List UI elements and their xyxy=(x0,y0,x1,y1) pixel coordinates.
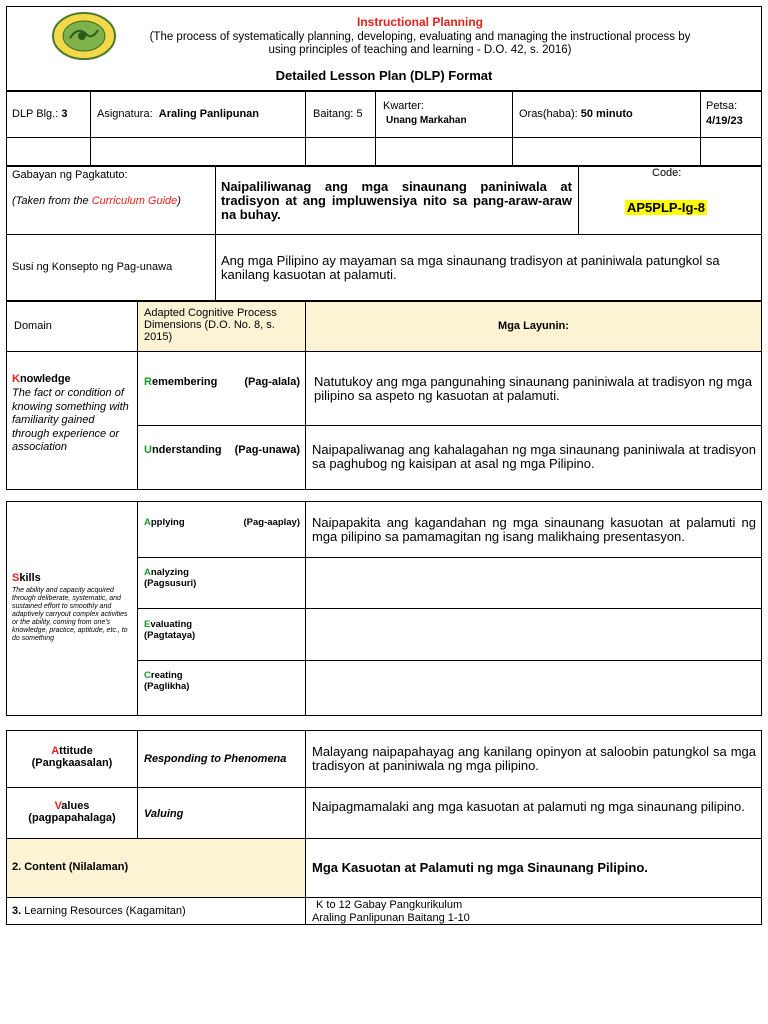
date-label: Petsa: xyxy=(706,100,738,112)
applying-label: Applying (Pag-aaplay) xyxy=(144,517,300,528)
concept-label: Susi ng Konsepto ng Pag-unawa xyxy=(12,261,173,273)
guide-label: Gabayan ng Pagkatuto: xyxy=(12,169,128,181)
attitude-objective: Malayang naipapahayag ang kanilang opinyon at saloobin patungkol sa mga tradisyon at paniniwala ng mga pilipino. xyxy=(312,744,756,773)
knowledge-desc: The fact or condition of knowing something with familiarity gained through experience or association xyxy=(12,387,129,453)
knowledge-label: Knowledge xyxy=(12,373,71,385)
creating-label: Creating (Paglikha) xyxy=(144,670,190,692)
duration: Oras(haba): 50 minuto xyxy=(519,108,633,120)
quarter-label: Kwarter: xyxy=(383,100,424,112)
page-title: Instructional Planning xyxy=(356,15,483,29)
date-value: 4/19/23 xyxy=(706,115,743,127)
skills-label: Skills xyxy=(12,572,41,584)
resources-line-2: Araling Panlipunan Baitang 1-10 xyxy=(312,912,470,924)
values-objective: Naipagmamalaki ang mga kasuotan at palamuti ng mga sinaunang pilipino. xyxy=(312,799,745,814)
grade: Baitang: 5 xyxy=(313,108,363,120)
quarter-value: Unang Markahan xyxy=(386,115,467,126)
understanding-label: Understanding (Pag-unawa) xyxy=(144,444,300,456)
format-title: Detailed Lesson Plan (DLP) Format xyxy=(275,68,493,83)
concept-text: Ang mga Pilipino ay mayaman sa mga sinaunang tradisyon at paniniwala patungkol sa kanilang kasuotan at palamuti. xyxy=(221,253,720,282)
subject: Asignatura: Araling Panlipunan xyxy=(97,108,260,120)
values-label: Values (pagpapahalaga) xyxy=(28,800,116,824)
skills-desc: The ability and capacity acquired through deliberate, systematic, and sustained effort to smoothly and adaptively carryout complex activities or the ability, coming from one's knowledge, practice, aptitude, etc., to do something xyxy=(12,587,128,642)
content-value: Mga Kasuotan at Palamuti ng mga Sinaunang Pilipino. xyxy=(312,860,648,875)
values-dimension: Valuing xyxy=(144,808,184,820)
content-label: 2. Content (Nilalaman) xyxy=(12,861,129,873)
dlp-number: DLP Blg.: 3 xyxy=(12,108,68,120)
analyzing-label: Analyzing (Pagsusuri) xyxy=(144,567,197,589)
code-value: AP5PLP-Ig-8 xyxy=(627,200,706,215)
evaluating-label: Evaluating (Pagtataya) xyxy=(144,619,196,641)
remembering-label: Remembering (Pag-alala) xyxy=(144,376,300,388)
code-label: Code: xyxy=(652,167,682,179)
understanding-objective: Naipapaliwanag ang kahalagahan ng mga sinaunang paniniwala at tradisyon sa paghubog ng kaisipan at asal ng mga Pilipino. xyxy=(312,442,756,471)
dimensions-header: Adapted Cognitive Process Dimensions (D.O. No. 8, s. 2015) xyxy=(144,307,277,343)
resources-label: 3. Learning Resources (Kagamitan) xyxy=(12,905,186,917)
domain-header: Domain xyxy=(14,320,52,332)
applying-objective: Naipapakita ang kagandahan ng mga sinaunang kasuotan at palamuti ng mga pilipino sa pamamagitan ng isang malikhaing presentasyon. xyxy=(312,515,756,544)
competency-text: Naipaliliwanag ang mga sinaunang paniniwala at tradisyon at ang impluwensiya nito sa pang-araw-araw na buhay. xyxy=(221,179,572,222)
objectives-header: Mga Layunin: xyxy=(498,320,569,332)
deped-seal xyxy=(52,12,116,60)
resources-line-1: K to 12 Gabay Pangkurikulum xyxy=(316,899,463,911)
attitude-label: Attitude (Pangkaasalan) xyxy=(31,745,113,769)
attitude-dimension: Responding to Phenomena xyxy=(144,753,287,765)
page-description: (The process of systematically planning, developing, evaluating and managing the instructional process by using principles of teaching and learning - D.O. 42, s. 2016) xyxy=(149,31,691,56)
curriculum-guide-note: (Taken from the Curriculum Guide) xyxy=(12,195,181,207)
remembering-objective: Natutukoy ang mga pangunahing sinaunang paniniwala at tradisyon ng mga pilipino sa aspeto ng kasuotan at palamuti. xyxy=(314,374,752,403)
